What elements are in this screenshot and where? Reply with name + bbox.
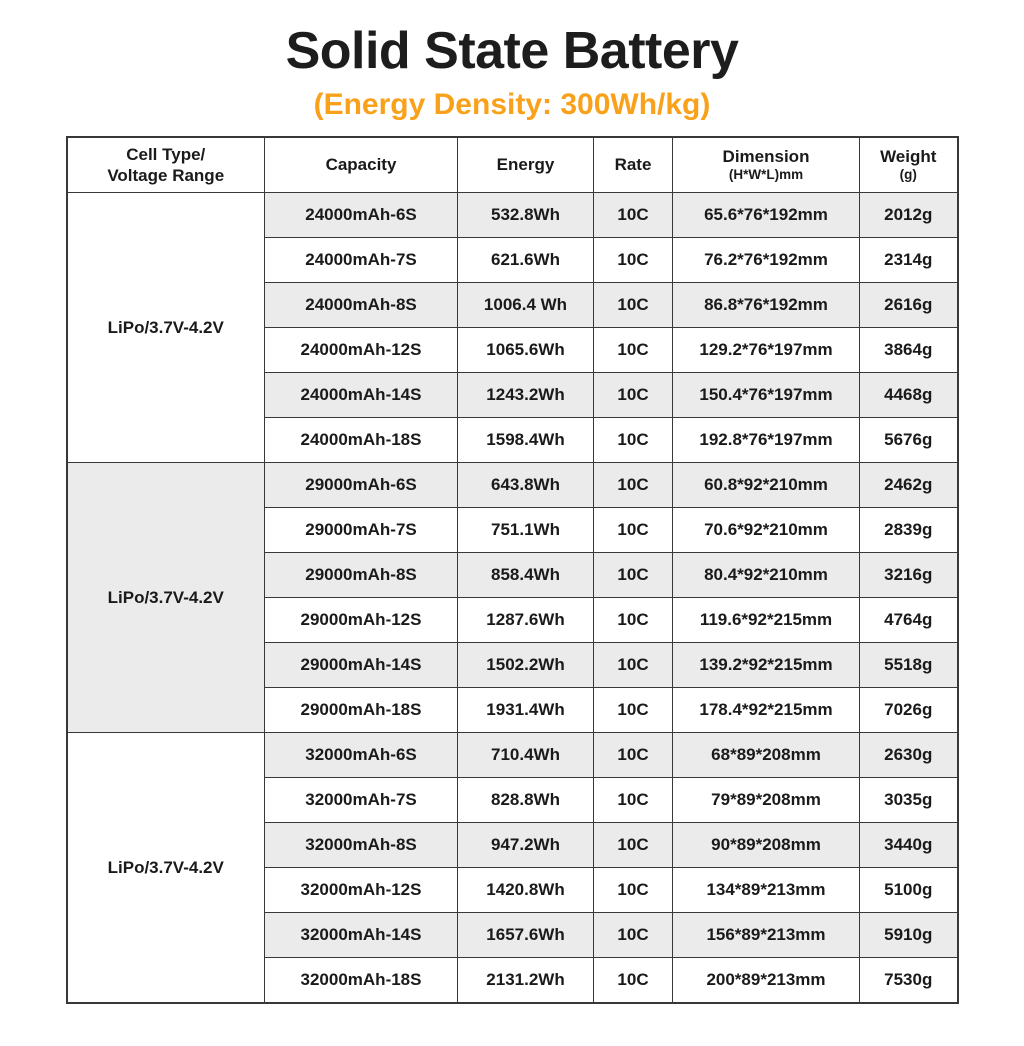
page-title: Solid State Battery <box>285 22 739 80</box>
capacity-cell: 24000mAh-12S <box>265 328 458 373</box>
capacity-cell: 32000mAh-12S <box>265 868 458 913</box>
capacity-cell: 24000mAh-18S <box>265 418 458 463</box>
weight-cell: 2616g <box>860 283 958 328</box>
capacity-cell: 29000mAh-14S <box>265 643 458 688</box>
weight-cell: 3216g <box>860 553 958 598</box>
energy-cell: 751.1Wh <box>458 508 594 553</box>
cell-type-cell: LiPo/3.7V-4.2V <box>67 193 265 463</box>
dimension-cell: 60.8*92*210mm <box>673 463 860 508</box>
weight-cell: 4764g <box>860 598 958 643</box>
table-row <box>67 463 958 508</box>
rate-cell: 10C <box>594 958 673 1003</box>
rate-cell: 10C <box>594 868 673 913</box>
energy-cell: 710.4Wh <box>458 733 594 778</box>
capacity-cell: 24000mAh-8S <box>265 283 458 328</box>
capacity-cell: 32000mAh-6S <box>265 733 458 778</box>
dimension-cell: 156*89*213mm <box>673 913 860 958</box>
weight-cell: 4468g <box>860 373 958 418</box>
weight-cell: 5910g <box>860 913 958 958</box>
weight-cell: 3864g <box>860 328 958 373</box>
capacity-cell: 29000mAh-18S <box>265 688 458 733</box>
energy-cell: 1065.6Wh <box>458 328 594 373</box>
rate-cell: 10C <box>594 418 673 463</box>
weight-cell: 5100g <box>860 868 958 913</box>
table-row <box>67 193 958 238</box>
capacity-cell: 24000mAh-7S <box>265 238 458 283</box>
dimension-cell: 80.4*92*210mm <box>673 553 860 598</box>
weight-cell: 2314g <box>860 238 958 283</box>
page-subtitle: (Energy Density: 300Wh/kg) <box>313 87 711 121</box>
table-header <box>67 137 958 193</box>
col-header-dimension <box>673 137 860 193</box>
capacity-cell: 29000mAh-12S <box>265 598 458 643</box>
capacity-cell: 29000mAh-8S <box>265 553 458 598</box>
energy-cell: 643.8Wh <box>458 463 594 508</box>
weight-cell: 2012g <box>860 193 958 238</box>
rate-cell: 10C <box>594 553 673 598</box>
dimension-cell: 150.4*76*197mm <box>673 373 860 418</box>
rate-cell: 10C <box>594 778 673 823</box>
rate-cell: 10C <box>594 598 673 643</box>
header-line: Voltage Range <box>107 166 225 186</box>
col-header-cell-type <box>67 137 265 193</box>
dimension-cell: 76.2*76*192mm <box>673 238 860 283</box>
capacity-cell: 24000mAh-14S <box>265 373 458 418</box>
dimension-cell: 86.8*76*192mm <box>673 283 860 328</box>
dimension-cell: 68*89*208mm <box>673 733 860 778</box>
energy-cell: 532.8Wh <box>458 193 594 238</box>
dimension-cell: 192.8*76*197mm <box>673 418 860 463</box>
dimension-cell: 139.2*92*215mm <box>673 643 860 688</box>
weight-cell: 5518g <box>860 643 958 688</box>
energy-cell: 1287.6Wh <box>458 598 594 643</box>
table-row <box>67 733 958 778</box>
energy-cell: 858.4Wh <box>458 553 594 598</box>
capacity-cell: 32000mAh-8S <box>265 823 458 868</box>
dimension-cell: 79*89*208mm <box>673 778 860 823</box>
rate-cell: 10C <box>594 643 673 688</box>
weight-cell: 2630g <box>860 733 958 778</box>
capacity-cell: 29000mAh-6S <box>265 463 458 508</box>
cell-type-cell: LiPo/3.7V-4.2V <box>67 733 265 1003</box>
capacity-cell: 24000mAh-6S <box>265 193 458 238</box>
header-line: Dimension <box>722 146 810 166</box>
rate-cell: 10C <box>594 283 673 328</box>
col-header-capacity: Capacity <box>265 137 458 193</box>
rate-cell: 10C <box>594 688 673 733</box>
energy-cell: 1598.4Wh <box>458 418 594 463</box>
dimension-cell: 200*89*213mm <box>673 958 860 1003</box>
dimension-cell: 65.6*76*192mm <box>673 193 860 238</box>
rate-cell: 10C <box>594 193 673 238</box>
energy-cell: 1420.8Wh <box>458 868 594 913</box>
weight-cell: 3440g <box>860 823 958 868</box>
energy-cell: 2131.2Wh <box>458 958 594 1003</box>
dimension-cell: 134*89*213mm <box>673 868 860 913</box>
energy-cell: 1931.4Wh <box>458 688 594 733</box>
header-subline: (H*W*L)mm <box>728 167 804 183</box>
rate-cell: 10C <box>594 733 673 778</box>
dimension-cell: 90*89*208mm <box>673 823 860 868</box>
table-body <box>67 193 958 1003</box>
energy-cell: 1243.2Wh <box>458 373 594 418</box>
weight-cell: 7530g <box>860 958 958 1003</box>
header-subline: (g) <box>899 167 917 183</box>
header-row <box>67 137 958 193</box>
capacity-cell: 29000mAh-7S <box>265 508 458 553</box>
weight-cell: 2839g <box>860 508 958 553</box>
rate-cell: 10C <box>594 328 673 373</box>
rate-cell: 10C <box>594 508 673 553</box>
header-line: Cell Type/ <box>126 144 206 164</box>
spec-table <box>66 136 959 1004</box>
energy-cell: 1657.6Wh <box>458 913 594 958</box>
cell-type-cell: LiPo/3.7V-4.2V <box>67 463 265 733</box>
header-line: Weight <box>880 146 937 166</box>
capacity-cell: 32000mAh-7S <box>265 778 458 823</box>
rate-cell: 10C <box>594 913 673 958</box>
weight-cell: 2462g <box>860 463 958 508</box>
energy-cell: 621.6Wh <box>458 238 594 283</box>
energy-cell: 1502.2Wh <box>458 643 594 688</box>
energy-cell: 1006.4 Wh <box>458 283 594 328</box>
col-header-rate: Rate <box>594 137 673 193</box>
dimension-cell: 178.4*92*215mm <box>673 688 860 733</box>
capacity-cell: 32000mAh-18S <box>265 958 458 1003</box>
col-header-weight <box>860 137 958 193</box>
energy-cell: 947.2Wh <box>458 823 594 868</box>
col-header-energy: Energy <box>458 137 594 193</box>
dimension-cell: 70.6*92*210mm <box>673 508 860 553</box>
rate-cell: 10C <box>594 238 673 283</box>
weight-cell: 5676g <box>860 418 958 463</box>
rate-cell: 10C <box>594 823 673 868</box>
weight-cell: 7026g <box>860 688 958 733</box>
capacity-cell: 32000mAh-14S <box>265 913 458 958</box>
dimension-cell: 129.2*76*197mm <box>673 328 860 373</box>
weight-cell: 3035g <box>860 778 958 823</box>
rate-cell: 10C <box>594 373 673 418</box>
energy-cell: 828.8Wh <box>458 778 594 823</box>
rate-cell: 10C <box>594 463 673 508</box>
dimension-cell: 119.6*92*215mm <box>673 598 860 643</box>
